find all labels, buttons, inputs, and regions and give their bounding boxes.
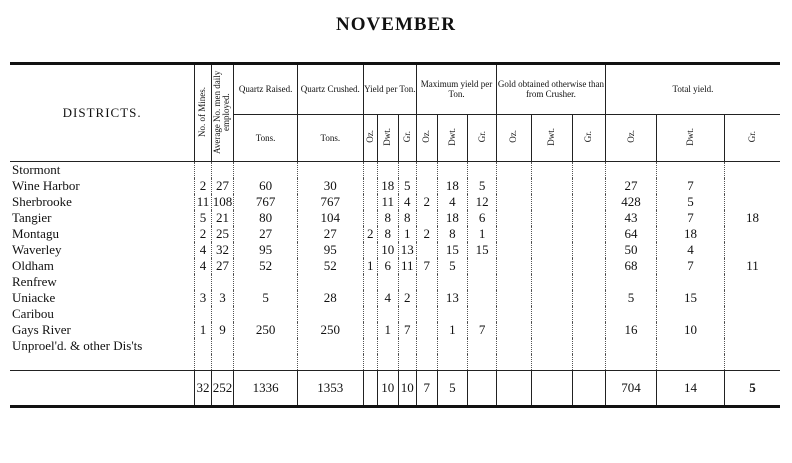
cell-mines: 2 [195,226,211,242]
cell-t-gr [724,274,780,290]
total-max-oz: 7 [416,371,437,407]
dwt-header: Dwt. [437,114,468,162]
cell-t-oz: 43 [605,210,656,226]
cell-m-gr: 15 [468,242,497,258]
district-name: Renfrew [12,274,57,289]
cell-t-oz [605,274,656,290]
cell-crushed: 30 [297,178,363,194]
gold-other-header: Gold obtained otherwise than from Crusher. [497,64,606,115]
cell-raised [234,274,298,290]
cell-crushed: 95 [297,242,363,258]
total-men: 252 [211,371,234,407]
cell-raised: 767 [234,194,298,210]
cell-men: 21 [211,210,234,226]
cell-g-dwt [531,162,572,179]
total-yield-oz [363,371,377,407]
tons-header: Tons. [297,114,363,162]
district-name: Waverley [12,242,62,257]
cell-m-oz [416,322,437,338]
cell-y-oz [363,178,377,194]
district-name: Gays River [12,322,71,337]
cell-y-oz [363,338,377,354]
cell-g-gr [573,338,606,354]
table-row [10,274,780,290]
table-row [10,178,780,194]
district-name: Montagu [12,226,59,241]
district-name: Sherbrooke [12,194,72,209]
cell-t-dwt [657,162,725,179]
cell-y-dwt: 1 [377,322,398,338]
cell-m-dwt [437,162,468,179]
max-yield-header: Maximum yield per Ton. [416,64,496,115]
cell-crushed: 250 [297,322,363,338]
total-mines: 32 [195,371,211,407]
cell-y-dwt: 10 [377,242,398,258]
cell-g-dwt [531,322,572,338]
cell-m-dwt: 5 [437,258,468,274]
cell-m-oz [416,162,437,179]
cell-crushed [297,338,363,354]
cell-m-oz [416,210,437,226]
cell-y-dwt [377,306,398,322]
cell-g-oz [497,210,532,226]
cell-t-oz: 16 [605,322,656,338]
total-yield-gr: 10 [398,371,416,407]
cell-crushed: 767 [297,194,363,210]
cell-y-oz [363,274,377,290]
cell-g-gr [573,242,606,258]
cell-g-oz [497,338,532,354]
cell-g-dwt [531,274,572,290]
cell-t-oz: 50 [605,242,656,258]
cell-g-gr [573,258,606,274]
cell-men: 27 [211,258,234,274]
cell-t-dwt: 18 [657,226,725,242]
cell-y-dwt [377,162,398,179]
cell-crushed [297,306,363,322]
table-row [10,322,780,338]
district-name: Caribou [12,306,54,321]
cell-raised: 27 [234,226,298,242]
cell-g-gr [573,178,606,194]
cell-t-dwt: 5 [657,194,725,210]
cell-y-gr: 7 [398,322,416,338]
cell-m-gr: 6 [468,210,497,226]
cell-t-oz [605,162,656,179]
cell-m-dwt [437,306,468,322]
cell-raised: 80 [234,210,298,226]
totals-label [10,371,195,407]
cell-t-oz: 64 [605,226,656,242]
cell-g-dwt [531,194,572,210]
cell-m-dwt: 4 [437,194,468,210]
cell-m-gr: 12 [468,194,497,210]
cell-t-gr [724,242,780,258]
cell-g-gr [573,194,606,210]
district-name: Oldham [12,258,54,273]
cell-t-dwt [657,274,725,290]
cell-y-oz [363,306,377,322]
cell-y-gr: 11 [398,258,416,274]
cell-y-gr [398,338,416,354]
cell-men: 9 [211,322,234,338]
cell-t-gr: 11 [724,258,780,274]
quartz-raised-header: Quartz Raised. [234,64,298,115]
tons-header: Tons. [234,114,298,162]
cell-y-oz [363,194,377,210]
cell-men: 27 [211,178,234,194]
total-gold-oz [497,371,532,407]
cell-m-dwt: 18 [437,178,468,194]
cell-y-dwt [377,338,398,354]
cell-y-oz: 1 [363,258,377,274]
cell-raised: 95 [234,242,298,258]
cell-crushed: 28 [297,290,363,306]
cell-m-gr: 1 [468,226,497,242]
cell-men [211,338,234,354]
cell-y-oz [363,290,377,306]
gr-header: Gr. [573,114,606,162]
cell-m-dwt: 8 [437,226,468,242]
grand-total-oz: 704 [605,371,656,407]
district-name: Tangier [12,210,52,225]
cell-m-gr [468,306,497,322]
cell-g-gr [573,162,606,179]
cell-y-gr: 13 [398,242,416,258]
cell-y-gr: 8 [398,210,416,226]
avg-men-header: Average No. men daily employed. [211,64,234,162]
cell-y-dwt: 8 [377,226,398,242]
cell-t-oz [605,306,656,322]
cell-t-gr [724,162,780,179]
cell-raised: 52 [234,258,298,274]
table-row [10,226,780,242]
cell-g-oz [497,258,532,274]
cell-y-dwt: 6 [377,258,398,274]
cell-y-dwt [377,274,398,290]
cell-t-oz: 27 [605,178,656,194]
cell-t-dwt: 15 [657,290,725,306]
gr-header: Gr. [398,114,416,162]
cell-g-oz [497,242,532,258]
cell-g-gr [573,290,606,306]
yield-per-ton-header: Yield per Ton. [363,64,416,115]
cell-g-dwt [531,242,572,258]
cell-m-oz: 7 [416,258,437,274]
district-name: Unproel'd. & other Dis'ts [12,338,143,353]
cell-t-gr [724,178,780,194]
cell-y-gr [398,162,416,179]
cell-mines: 1 [195,322,211,338]
oz-header: Oz. [497,114,532,162]
cell-t-oz: 5 [605,290,656,306]
cell-mines [195,306,211,322]
dwt-header: Dwt. [657,114,725,162]
cell-raised [234,306,298,322]
cell-t-gr [724,338,780,354]
cell-y-oz: 2 [363,226,377,242]
total-crushed: 1353 [297,371,363,407]
cell-m-dwt: 18 [437,210,468,226]
cell-t-dwt: 7 [657,258,725,274]
cell-crushed [297,274,363,290]
district-name: Uniacke [12,290,56,305]
total-gold-gr [573,371,606,407]
cell-t-gr [724,194,780,210]
cell-m-dwt [437,274,468,290]
cell-t-dwt [657,306,725,322]
cell-t-oz [605,338,656,354]
table-row [10,290,780,306]
cell-mines [195,274,211,290]
cell-m-gr: 5 [468,178,497,194]
cell-y-dwt: 18 [377,178,398,194]
cell-crushed [297,162,363,179]
cell-y-gr: 1 [398,226,416,242]
cell-t-gr: 18 [724,210,780,226]
cell-g-dwt [531,290,572,306]
cell-g-oz [497,306,532,322]
cell-y-oz [363,242,377,258]
cell-m-oz [416,306,437,322]
cell-g-oz [497,178,532,194]
cell-men [211,162,234,179]
cell-g-gr [573,306,606,322]
cell-t-dwt: 7 [657,178,725,194]
cell-g-gr [573,274,606,290]
cell-raised: 60 [234,178,298,194]
cell-g-dwt [531,178,572,194]
cell-t-gr [724,290,780,306]
cell-men [211,274,234,290]
cell-t-dwt: 7 [657,210,725,226]
quartz-crushed-header: Quartz Crushed. [297,64,363,115]
cell-y-dwt: 8 [377,210,398,226]
dwt-header: Dwt. [531,114,572,162]
dwt-header: Dwt. [377,114,398,162]
cell-mines [195,162,211,179]
cell-mines: 5 [195,210,211,226]
districts-header: DISTRICTS. [62,105,142,120]
cell-t-dwt: 10 [657,322,725,338]
cell-raised: 5 [234,290,298,306]
cell-m-oz: 2 [416,194,437,210]
cell-g-gr [573,322,606,338]
cell-m-oz [416,290,437,306]
table-row [10,194,780,210]
cell-g-dwt [531,306,572,322]
cell-mines: 3 [195,290,211,306]
table-row [10,162,780,179]
cell-m-dwt: 15 [437,242,468,258]
cell-m-gr [468,338,497,354]
table-row [10,258,780,274]
cell-t-dwt: 4 [657,242,725,258]
table-row [10,210,780,226]
cell-y-gr: 2 [398,290,416,306]
cell-t-oz: 428 [605,194,656,210]
cell-mines [195,338,211,354]
district-name: Stormont [12,162,61,177]
mining-returns-table [10,62,780,408]
cell-y-gr: 5 [398,178,416,194]
cell-m-oz [416,338,437,354]
table-row [10,242,780,258]
cell-t-gr [724,322,780,338]
cell-g-oz [497,194,532,210]
cell-g-gr [573,210,606,226]
cell-m-gr [468,162,497,179]
cell-crushed: 27 [297,226,363,242]
cell-m-oz [416,242,437,258]
cell-g-dwt [531,210,572,226]
cell-y-oz [363,162,377,179]
cell-g-dwt [531,338,572,354]
gr-header: Gr. [724,114,780,162]
total-raised: 1336 [234,371,298,407]
cell-m-gr [468,258,497,274]
cell-men: 25 [211,226,234,242]
cell-men: 108 [212,194,233,209]
table-row [10,338,780,354]
cell-mines: 2 [195,178,211,194]
cell-y-gr [398,274,416,290]
table-row [10,306,780,322]
cell-g-oz [497,274,532,290]
cell-y-dwt: 11 [377,194,398,210]
cell-m-dwt: 1 [437,322,468,338]
cell-y-oz [363,322,377,338]
oz-header: Oz. [416,114,437,162]
oz-header: Oz. [605,114,656,162]
totals-row [10,371,780,407]
oz-header: Oz. [363,114,377,162]
cell-y-gr [398,306,416,322]
cell-g-oz [497,226,532,242]
cell-raised: 250 [234,322,298,338]
page-title: NOVEMBER [336,14,456,35]
total-max-dwt: 5 [437,371,468,407]
cell-g-dwt [531,258,572,274]
cell-t-dwt [657,338,725,354]
cell-y-dwt: 4 [377,290,398,306]
cell-m-oz [416,178,437,194]
cell-g-oz [497,322,532,338]
cell-g-oz [497,290,532,306]
cell-m-oz: 2 [416,226,437,242]
cell-m-gr [468,290,497,306]
cell-y-gr: 4 [398,194,416,210]
cell-g-dwt [531,226,572,242]
cell-y-oz [363,210,377,226]
cell-t-gr [724,306,780,322]
cell-m-gr: 7 [468,322,497,338]
gr-header: Gr. [468,114,497,162]
cell-crushed: 52 [297,258,363,274]
cell-raised [234,338,298,354]
grand-total-gr: 5 [724,371,780,407]
total-gold-dwt [531,371,572,407]
grand-total-dwt: 14 [657,371,725,407]
cell-crushed: 104 [297,210,363,226]
total-yield-header: Total yield. [605,64,780,115]
cell-men: 3 [211,290,234,306]
cell-t-oz: 68 [605,258,656,274]
district-name: Wine Harbor [12,178,80,193]
cell-m-gr [468,274,497,290]
total-max-gr [468,371,497,407]
cell-men [211,306,234,322]
cell-mines: 11 [196,194,210,209]
cell-m-oz [416,274,437,290]
cell-mines: 4 [195,258,211,274]
cell-m-dwt: 13 [437,290,468,306]
total-yield-dwt: 10 [377,371,398,407]
cell-men: 32 [211,242,234,258]
cell-t-gr [724,226,780,242]
cell-g-oz [497,162,532,179]
num-mines-header: No. of Mines. [195,64,211,162]
cell-g-gr [573,226,606,242]
cell-m-dwt [437,338,468,354]
cell-raised [234,162,298,179]
cell-mines: 4 [195,242,211,258]
